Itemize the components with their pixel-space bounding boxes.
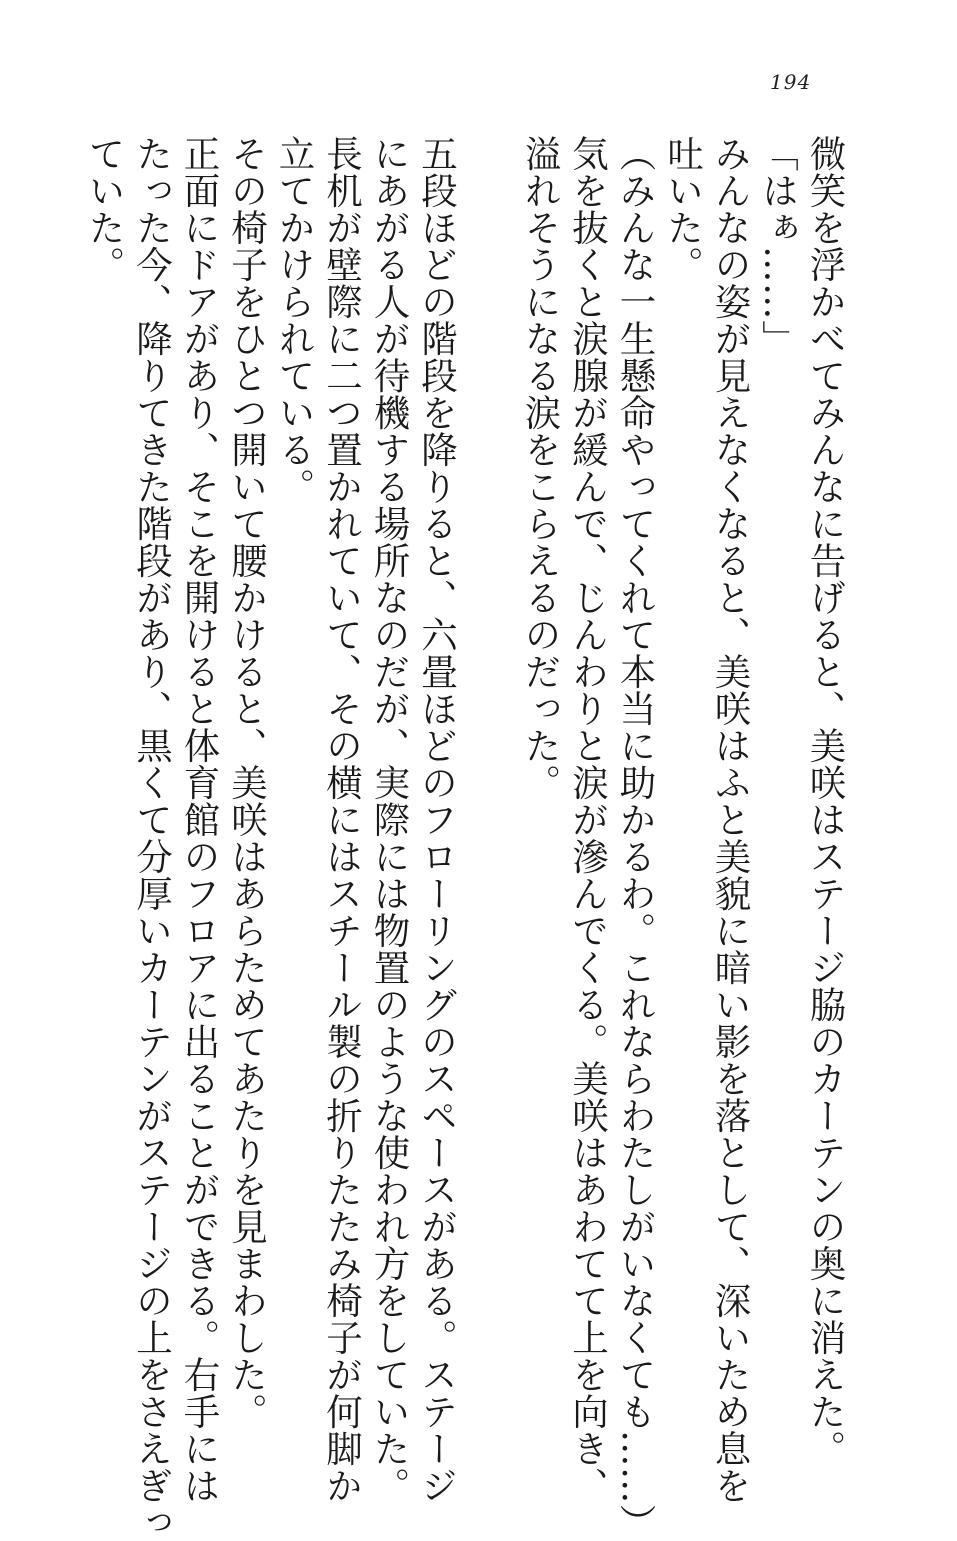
text-line: 長机が壁際に二つ置かれていて、その横にはスチール製の折りたたみ椅子が何脚か bbox=[320, 135, 364, 1504]
text-line: ていた。 bbox=[83, 135, 126, 283]
text-line: 溢れそうになる涙をこらえるのだった。 bbox=[519, 135, 562, 801]
section-break bbox=[461, 135, 517, 1295]
text-line: たった今、降りてきた階段があり、黒くて分厚いカーテンがステージの上をさえぎっ bbox=[130, 135, 174, 1541]
text-line: 「はぁ……」 bbox=[756, 135, 800, 357]
text-line: みんなの姿が見えなくなると、美咲はふと美貌に暗い影を落として、深いため息を bbox=[709, 135, 752, 1504]
text-line: にあがる人が待機する場所なのだが、実際には物置のような使われ方をしていた。 bbox=[368, 135, 411, 1504]
text-line: 五段ほどの階段を降りると、六畳ほどのフローリングのスペースがある。ステージ bbox=[415, 135, 459, 1504]
text-line: その椅子をひとつ開いて腰かけると、美咲はあらためてあたりを見まわした。 bbox=[225, 135, 269, 1430]
text-line: （みんな一生懸命やってくれて本当に助かるわ。これならわたしがいなくても……） bbox=[614, 135, 657, 1541]
text-line: 吐いた。 bbox=[661, 135, 705, 283]
body-text bbox=[83, 135, 849, 1541]
page-number: 194 bbox=[770, 70, 812, 94]
text-line: 立てかけられている。 bbox=[273, 135, 316, 505]
text-line: 微笑を浮かべてみんなに告げると、美咲はステージ脇のカーテンの奥に消えた。 bbox=[804, 135, 847, 1467]
text-line: 正面にドアがあり、そこを開けると体育館のフロアに出ることができる。右手には bbox=[178, 135, 221, 1504]
text-line: 気を抜くと涙腺が緩んで、じんわりと涙が滲んでくる。美咲はあわてて上を向き、 bbox=[566, 135, 610, 1504]
